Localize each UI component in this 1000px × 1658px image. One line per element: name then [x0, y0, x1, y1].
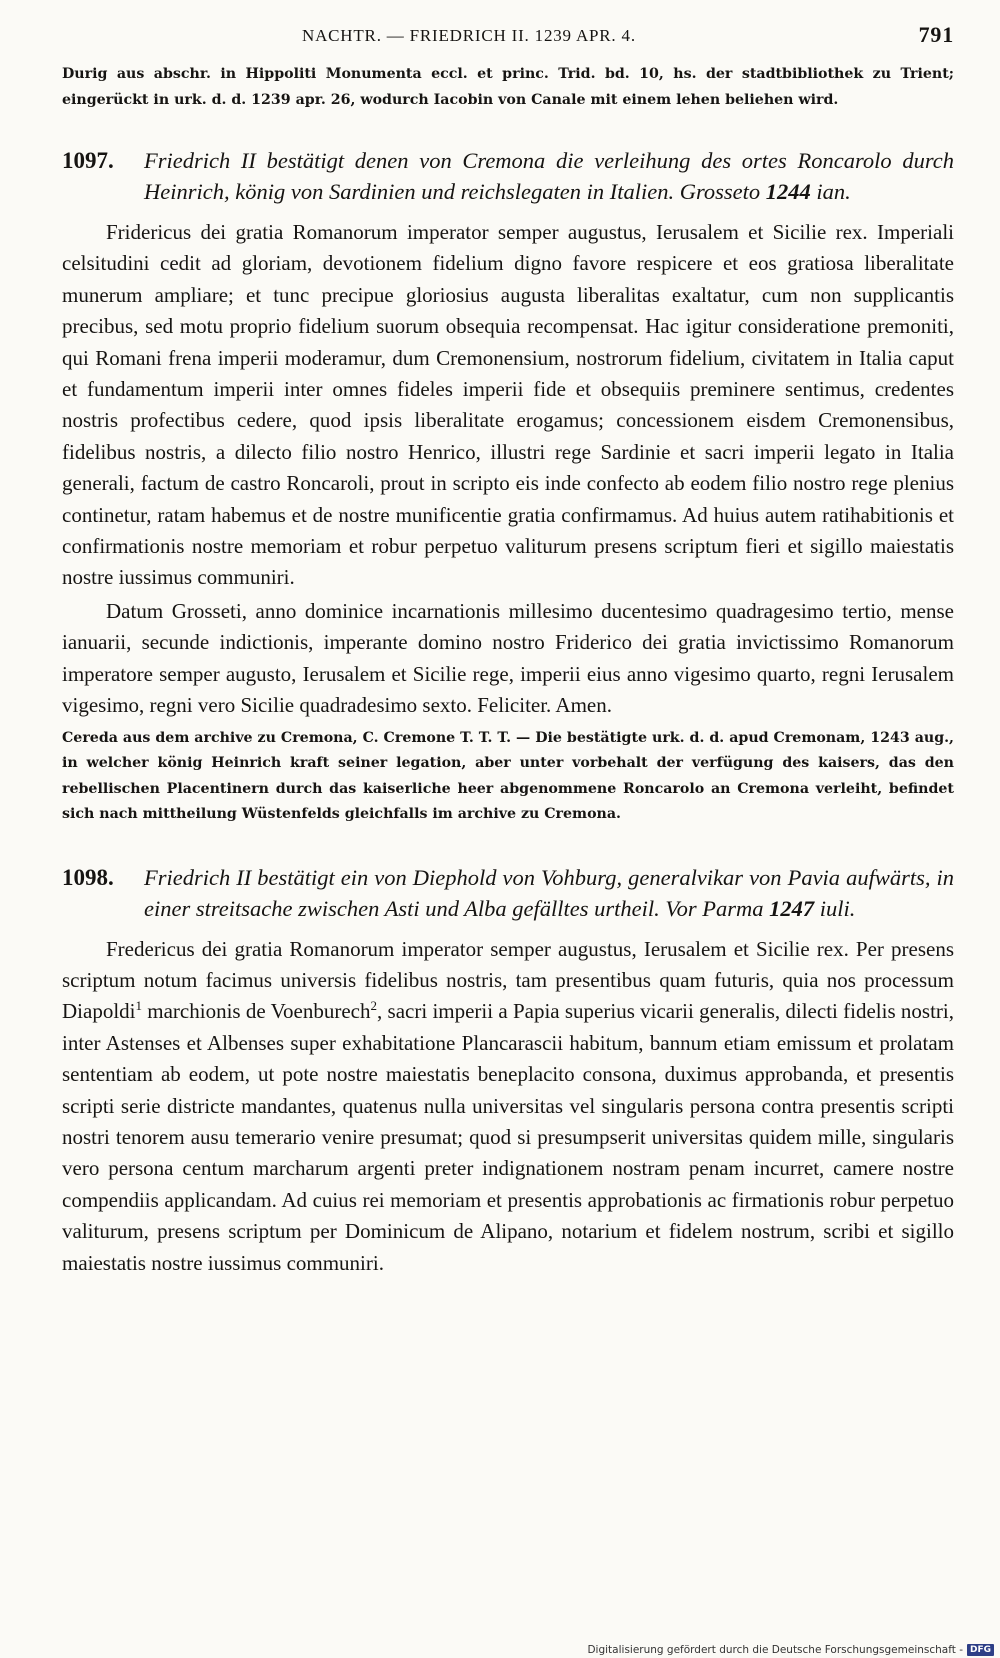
entry-heading-tail: iuli. — [814, 895, 856, 921]
entry-1097-heading — [62, 145, 954, 207]
footer-text: Digitalisierung gefördert durch die Deutsche Forschungsgemeinschaft - — [587, 1644, 963, 1656]
entry-1098-paragraph-1 — [62, 934, 954, 1279]
running-title: NACHTR. — FRIEDRICH II. 1239 APR. 4. — [302, 26, 636, 45]
entry-1097-paragraph-2: Datum Grosseti, anno dominice incarnationis millesimo ducentesimo quadragesimo tertio, mense ianuarii, secunde indictionis, imperante domino nostro Friderico dei gratia invictissimo Romanorum imperatore semper augusto, Ierusalem et Sicilie rege, imperii eius anno vigesimo quarto, regni Ierusalem vigesimo, regni vero Sicilie quadradesimo sexto. Feliciter. Amen. — [62, 598, 954, 718]
paragraph-part: Fredericus dei gratia Romanorum imperator semper augustus, Ierusalem et Sicilie rex. Per presens scriptum notum facimus universis fidelibus nostris, tam presentibus quam futuris, quia nos processum Diapoldi — [62, 936, 954, 1024]
entry-1097-source-note: Cereda aus dem archive zu Cremona, C. Cremone T. T. T. — Die bestätigte urk. d. d. apud Cremonam, 1243 aug., in welcher könig Heinrich kraft seiner legation, aber unter vorbehalt der verfügung des kaisers, das den rebellischen Placentinern durch das kaiserliche heer abgenommene Roncarolo an Cremona verleiht, befindet sich nach mittheilung Wüstenfelds gleichfalls im archive zu Cremona. — [62, 729, 954, 822]
entry-1098-heading — [62, 862, 954, 924]
digitization-footer — [587, 1644, 994, 1656]
entry-heading-text: Friedrich II bestätigt denen von Cremona die verleihung des ortes Roncarolo durch Heinrich, könig von Sardinien und reichslegaten in Italien. Grosseto — [144, 148, 954, 204]
top-source-note: Durig aus abschr. in Hippoliti Monumenta eccl. et princ. Trid. bd. 10, hs. der stadtbibliothek zu Trient; eingerückt in urk. d. d. 1239 apr. 26, wodurch Iacobin von Canale mit einem lehen beliehen wird. — [62, 66, 954, 108]
document-page — [62, 22, 954, 1279]
entry-heading-year: 1247 — [769, 895, 815, 921]
entry-number: 1097. — [62, 148, 114, 173]
entry-1097-paragraph-1: Fridericus dei gratia Romanorum imperator semper augustus, Ierusalem et Sicilie rex. Imperiali celsitudini cedit ad gloriam, devotionem fidelium digno favore respicere et eos gratiosa liberalitate munerum ampliare; et tunc precipue gloriosius augusta liberalitas exaltatur, cum non supplicantis precibus, sed motu proprio fidelium suorum obsequia recompensat. Hac igitur consideratione premoniti, qui Romani frena imperii moderamur, dum Cremonensium, nostrorum fidelium, civitatem in Italia caput et fundamentum imperii inter omnes fideles imperii fide et obsequiis preminere sentimus, credentes nostris profectibus cedere, quod ipsis liberalitate erogamus; concessionem eisdem Cremonensibus, fidelibus nostris, a dilecto filio nostro Henrico, illustri rege Sardinie et sacri imperii legato in Italia generali, factum de castro Roncaroli, prout in scripto eis inde confecto ab eodem filio nostro rege plenius continetur, ratam habemus et de nostre munificentie gratia confirmamus. Ad huius autem ratihabitionis et confirmationis nostre memoriam et robur perpetuo valiturum presens scriptum fieri et sigillo maiestatis nostre iussimus communiri. — [62, 220, 954, 590]
footnote-mark[interactable]: 2 — [370, 998, 377, 1014]
entry-heading-year: 1244 — [765, 179, 811, 204]
entry-number: 1098. — [62, 864, 114, 890]
dfg-logo-icon: DFG — [967, 1644, 994, 1656]
entry-heading-text: Friedrich II bestätigt ein von Diephold von Vohburg, generalvikar von Pavia aufwärts, in einer streitsache zwischen Asti und Alba gefälltes urtheil. Vor Parma — [144, 864, 954, 921]
paragraph-part: , sacri imperii a Papia superius vicarii generalis, dilecti fidelis nostri, inter Astenses et Albenses super exhabitatione Plancarascii habitum, bannum etiam emissum et prolatam sententiam ab eodem, ut pote nostre maiestatis beneplacito consona, duximus approbanda, et presentis scripti serie districte mandantes, quatenus nulla universitas vel singularis persona contra presentis scripti nostri tenorem ausu temerario venire presumat; quod si presumpserit universitas quidem mille, singularis vero persona centum marcharum argenti preter indignationem nostram penam incurret, camere nostre compendiis applicandam. Ad cuius rei memoriam et presentis approbationis ac firmationis robur perpetuo valiturum, presens scriptum per Dominicum de Alipano, notarium et fidelem nostrum, scribi et sigillo maiestatis nostre iussimus communiri. — [62, 999, 954, 1275]
footnote-mark[interactable]: 1 — [135, 998, 142, 1014]
page-number: 791 — [918, 22, 954, 47]
running-header — [62, 22, 954, 58]
paragraph-part: marchionis de Voenburech — [142, 999, 371, 1024]
entry-heading-tail: ian. — [810, 179, 851, 204]
